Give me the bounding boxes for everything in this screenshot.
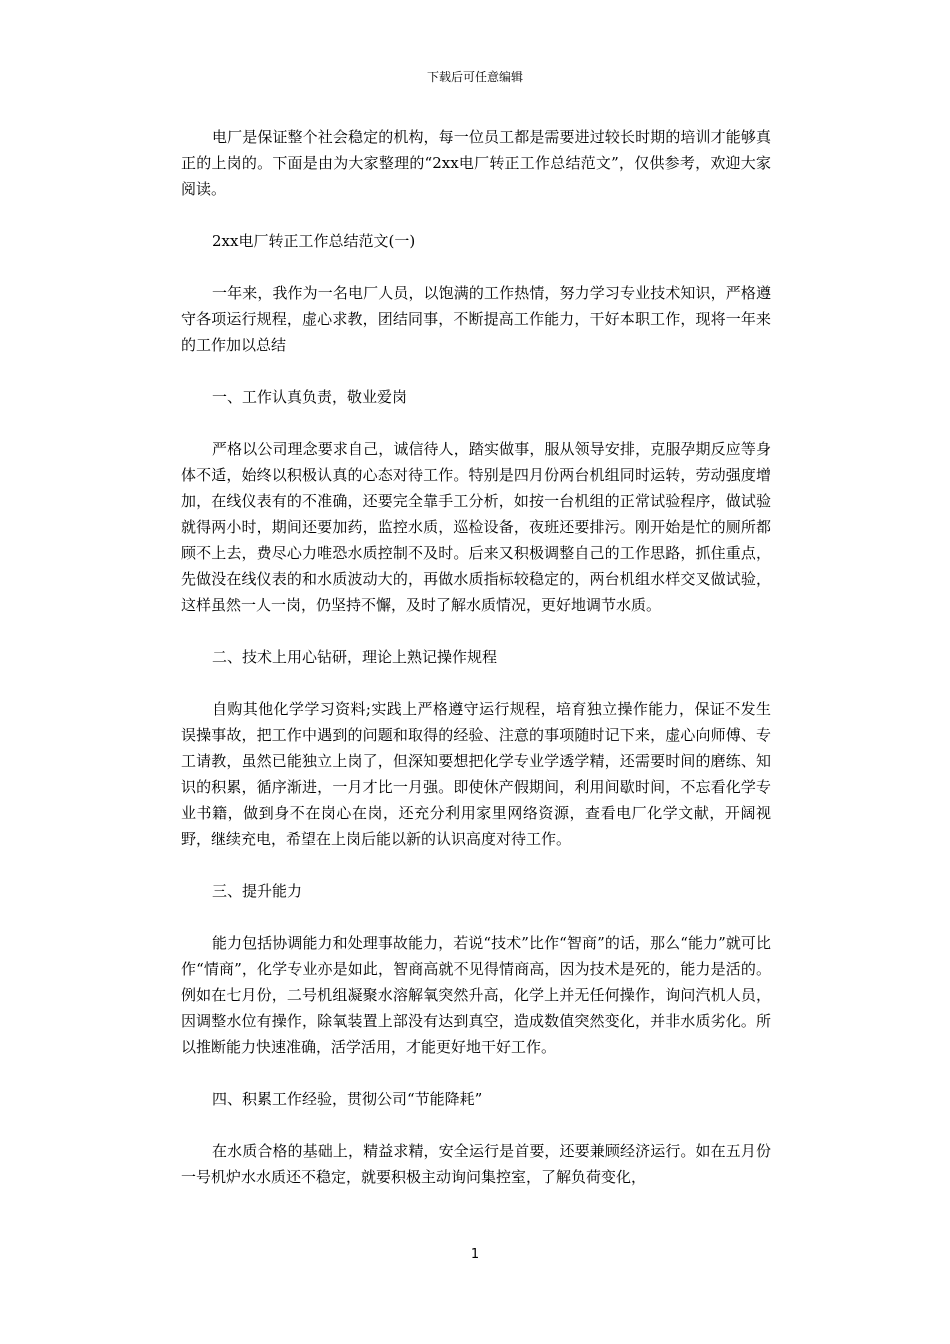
section-heading-2: 二、技术上用心钻研，理论上熟记操作规程 xyxy=(212,648,498,666)
section-paragraph-1: 严格以公司理念要求自己，诚信待人，踏实做事，服从领导安排，克服孕期反应等身体不适，始终以积极认真的心态对待工作。特别是四月份两台机组同时运转，劳动强度增加，在线仪表有的不准确，还要完全靠手工分析，如按一台机组的正常试验程序，做试验就得两小时，期间还要加药，监控水质，巡检设备，夜班还要排污。刚开始是忙的厕所都顾不上去，费尽心力唯恐水质控制不及时。后来又积极调整自己的工作思路，抓住重点，先做没在线仪表的和水质波动大的，再做水质指标较稳定的，两台机组水样交叉做试验，这样虽然一人一岗，仍坚持不懈，及时了解水质情况，更好地调节水质。 xyxy=(181,440,771,614)
article-title: 2xx电厂转正工作总结范文(一) xyxy=(212,232,416,250)
section-heading-3: 三、提升能力 xyxy=(212,882,303,900)
section-heading-1: 一、工作认真负责，敬业爱岗 xyxy=(212,388,408,406)
section-heading-4: 四、积累工作经验，贯彻公司“节能降耗” xyxy=(212,1090,483,1108)
page-header: 下载后可任意编辑 xyxy=(426,70,523,84)
intro-paragraph: 电厂是保证整个社会稳定的机构，每一位员工都是需要进过较长时期的培训才能够真正的上岗的。下面是由为大家整理的“2xx电厂转正工作总结范文”，仅供参考，欢迎大家阅读。 xyxy=(181,128,771,198)
document-body xyxy=(181,124,771,1216)
section-paragraph-2: 自购其他化学学习资料;实践上严格遵守运行规程，培育独立操作能力，保证不发生误操事故，把工作中遇到的问题和取得的经验、注意的事项随时记下来，虚心向师傅、专工请教，虽然已能独立上岗了，但深知要想把化学专业学透学精，还需要时间的磨练、知识的积累，循序渐进，一月才比一月强。即使休产假期间，利用间歇时间，不忘看化学专业书籍，做到身不在岗心在岗，还充分利用家里网络资源，查看电厂化学文献，开阔视野，继续充电，希望在上岗后能以新的认识高度对待工作。 xyxy=(181,700,771,848)
section-paragraph-3: 能力包括协调能力和处理事故能力，若说“技术”比作“智商”的话，那么“能力”就可比作“情商”，化学专业亦是如此，智商高就不见得情商高，因为技术是死的，能力是活的。例如在七月份，二号机组凝聚水溶解氧突然升高，化学上并无任何操作，询问汽机人员，因调整水位有操作，除氧装置上部没有达到真空，造成数值突然变化，并非水质劣化。所以推断能力快速准确，活学活用，才能更好地干好工作。 xyxy=(181,934,771,1056)
page-number: 1 xyxy=(470,1247,480,1262)
opening-paragraph: 一年来，我作为一名电厂人员，以饱满的工作热情，努力学习专业技术知识，严格遵守各项运行规程，虚心求教，团结同事，不断提高工作能力，干好本职工作，现将一年来的工作加以总结 xyxy=(181,284,771,354)
section-paragraph-4: 在水质合格的基础上，精益求精，安全运行是首要，还要兼顾经济运行。如在五月份一号机炉水水质还不稳定，就要积极主动询问集控室，了解负荷变化， xyxy=(181,1142,771,1186)
